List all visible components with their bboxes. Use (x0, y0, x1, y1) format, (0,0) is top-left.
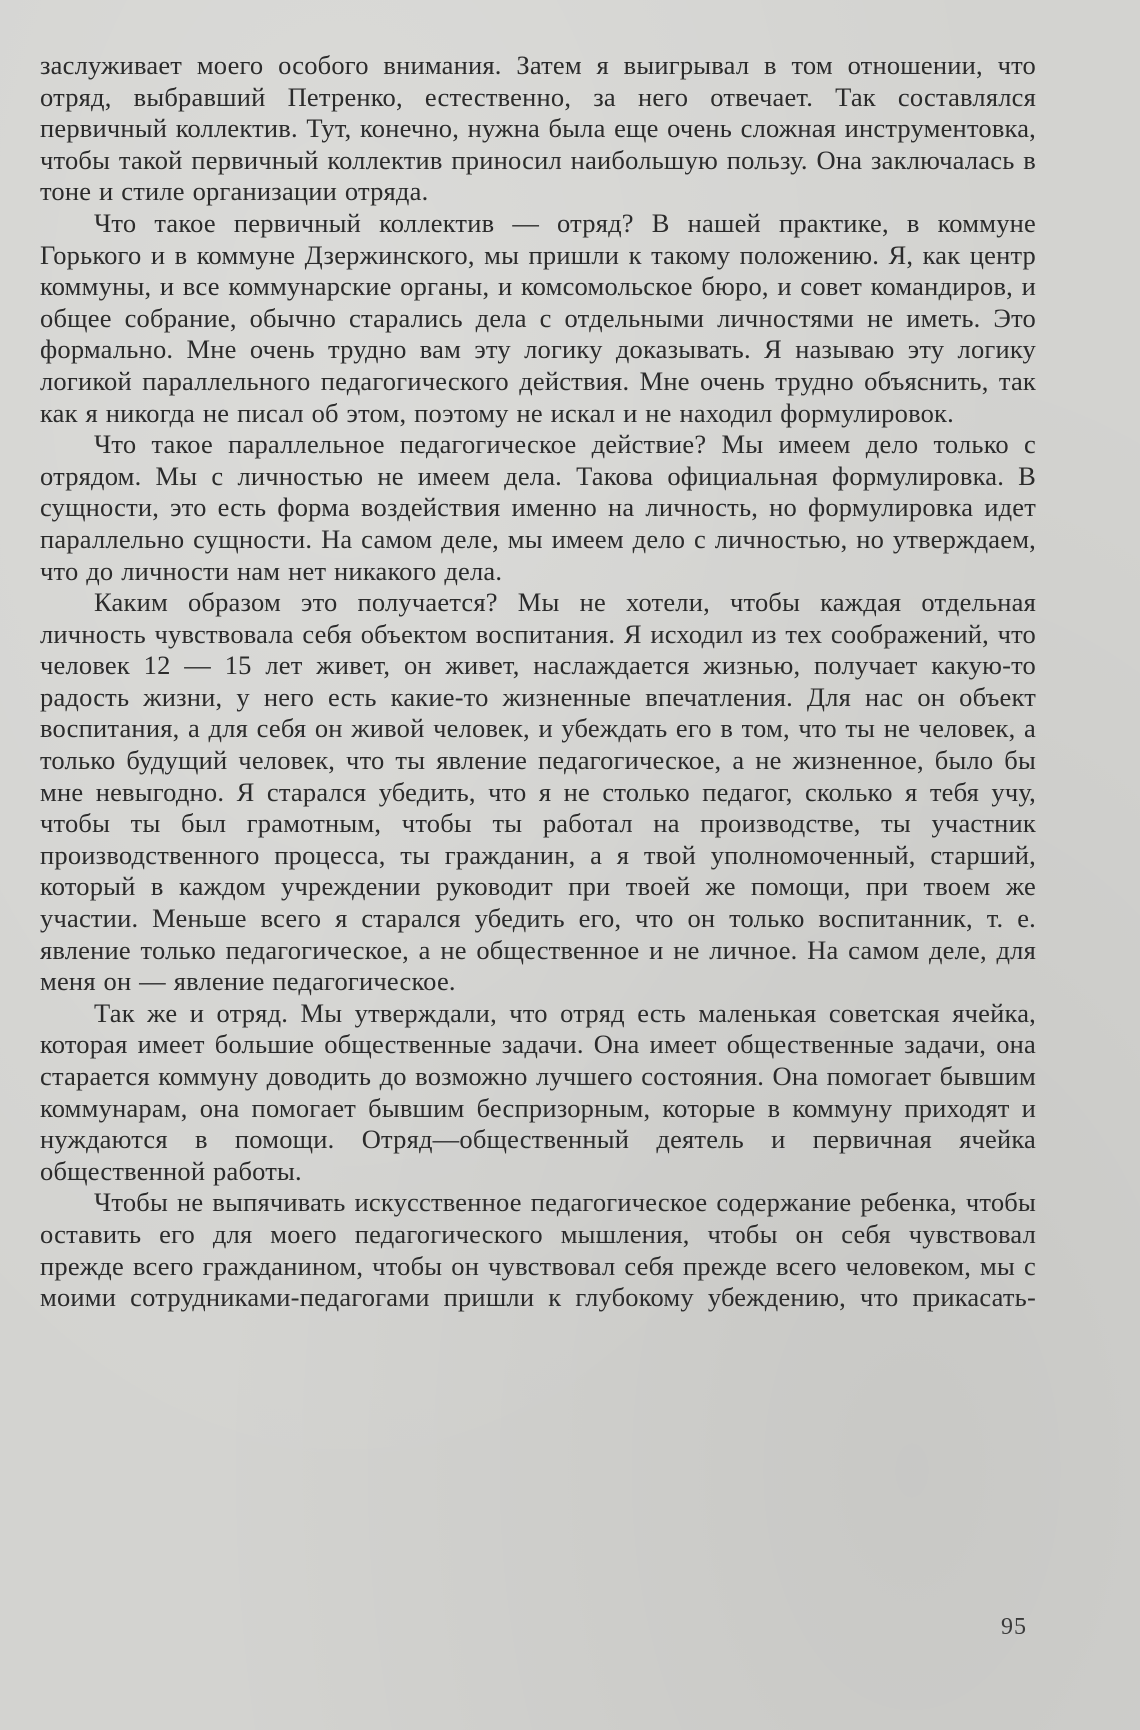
paragraph-1: заслуживает моего особого внимания. Затем я выигрывал в том отношении, что отряд, выбравший Петренко, естественно, за него отвечает. Так составлялся первичный коллектив. Тут, конечно, нужна была еще очень сложная инструментовка, чтобы такой первичный коллектив приносил наибольшую пользу. Она заключалась в тоне и стиле организации отряда. (40, 50, 1036, 207)
paragraph-6: Чтобы не выпячивать искусственное педагогическое содержание ребенка, чтобы оставить его для моего педагогического мышления, чтобы он себя чувствовал прежде всего гражданином, чтобы он чувствовал себя прежде всего человеком, мы с моими сотрудниками-педагогами пришли к глубокому убеждению, что прикасать- (40, 1187, 1036, 1313)
paragraph-3: Что такое параллельное педагогическое действие? Мы имеем дело только с отрядом. Мы с личностью не имеем дела. Такова официальная формулировка. В сущности, это есть форма воздействия именно на личность, но формулировка идет параллельно сущности. На самом деле, мы имеем дело с личностью, но утверждаем, что до личности нам нет никакого дела. (40, 429, 1036, 586)
paragraph-5: Так же и отряд. Мы утверждали, что отряд есть маленькая советская ячейка, которая имеет большие общественные задачи. Она имеет общественные задачи, она старается коммуну доводить до возможно лучшего состояния. Она помогает бывшим коммунарам, она помогает бывшим беспризорным, которые в коммуну приходят и нуждаются в помощи. Отряд—общественный деятель и первичная ячейка общественной работы. (40, 997, 1036, 1186)
page-number: 95 (1001, 1614, 1027, 1640)
paragraph-2: Что такое первичный коллектив — отряд? В нашей практике, в коммуне Горького и в коммуне Дзержинского, мы пришли к такому положению. Я, как центр коммуны, и все коммунарские органы, и комсомольское бюро, и совет командиров, и общее собрание, обычно старались дела с отдельными личностями не иметь. Это формально. Мне очень трудно вам эту логику доказывать. Я называю эту логику логикой параллельного педагогического действия. Мне очень трудно объяснить, так как я никогда не писал об этом, поэтому не искал и не находил формулировок. (40, 207, 1036, 428)
page-body-text (40, 50, 1036, 1314)
paragraph-4: Каким образом это получается? Мы не хотели, чтобы каждая отдельная личность чувствовала себя объектом воспитания. Я исходил из тех соображений, что человек 12 — 15 лет живет, он живет, наслаждается жизнью, получает какую-то радость жизни, у него есть какие-то жизненные впечатления. Для нас он объект воспитания, а для себя он живой человек, и убеждать его в том, что ты не человек, а только будущий человек, что ты явление педагогическое, а не жизненное, было бы мне невыгодно. Я старался убедить, что я не столько педагог, сколько я тебя учу, чтобы ты был грамотным, чтобы ты работал на производстве, ты участник производственного процесса, ты гражданин, а я твой уполномоченный, старший, который в каждом учреждении руководит при твоей же помощи, при твоем же участии. Меньше всего я старался убедить его, что он только воспитанник, т. е. явление только педагогическое, а не общественное и не личное. На самом деле, для меня он — явление педагогическое. (40, 587, 1036, 997)
